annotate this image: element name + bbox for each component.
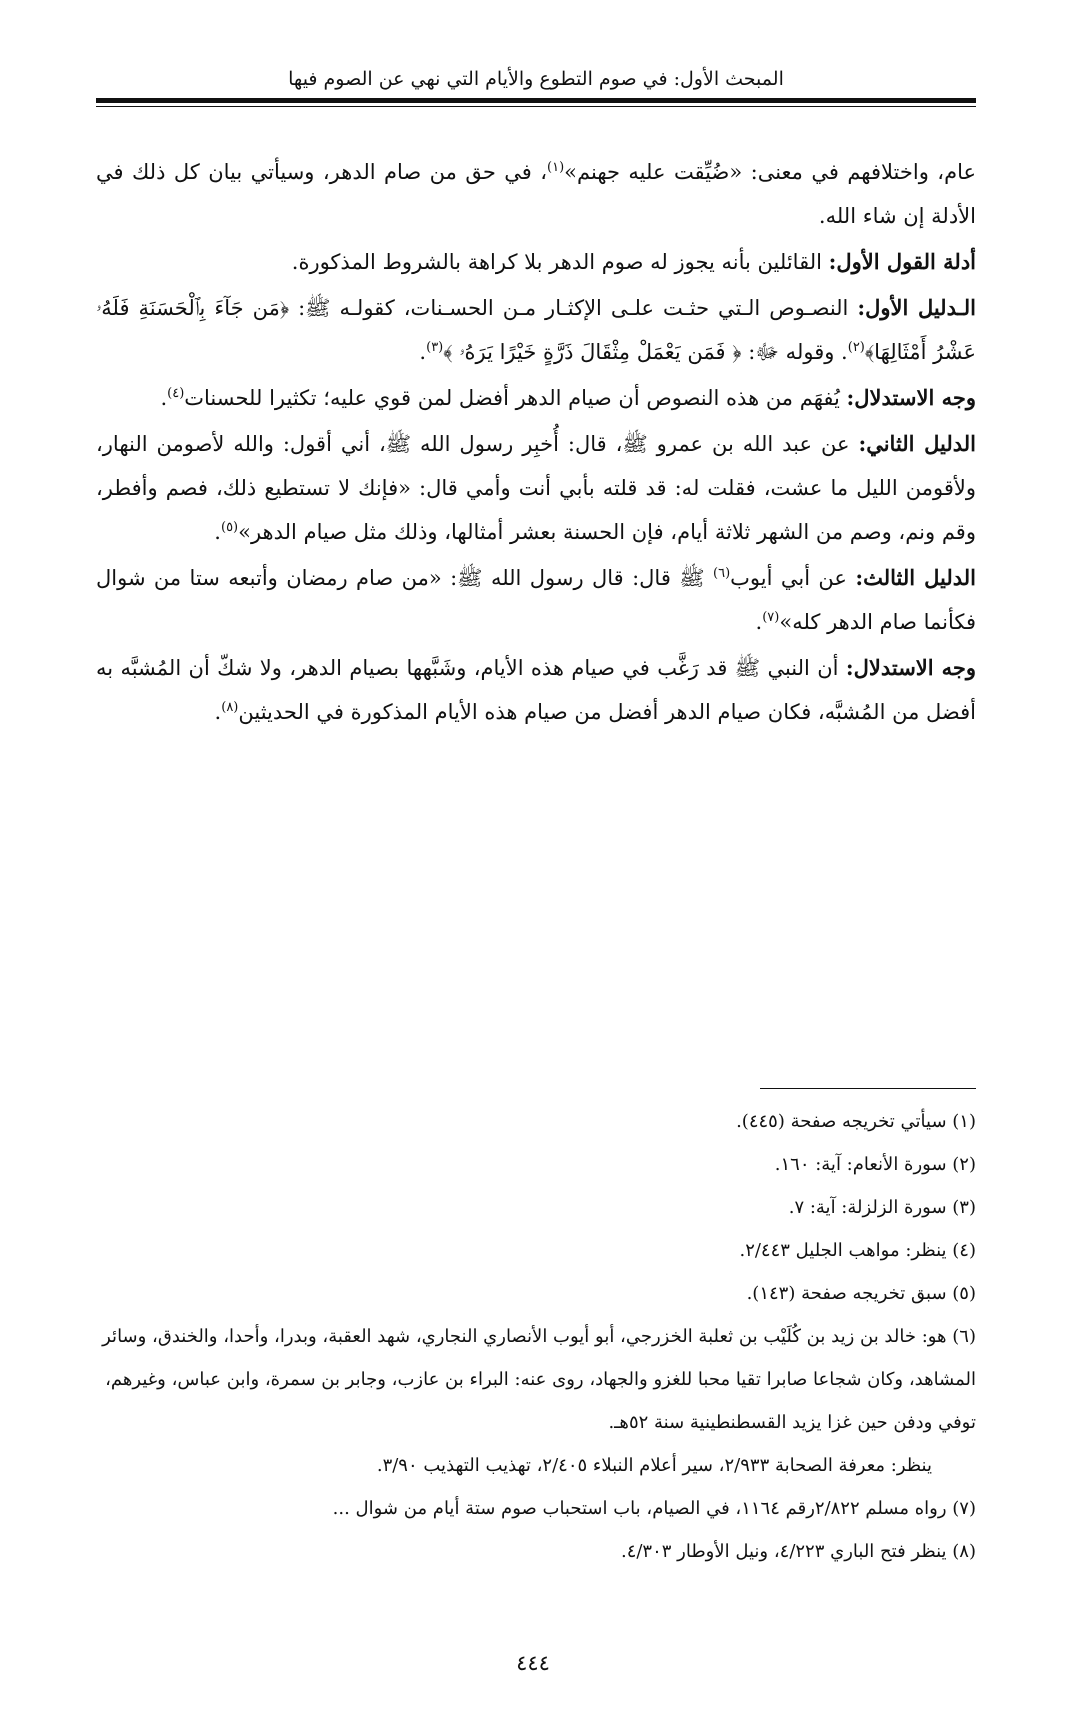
paragraph-3: الـدليل الأول: النصـوص الـتي حثـت علـى الإكثـار مـن الحسـنات، كقولـه ﷺ: ﴿مَن جَآءَ بِٱلْحَسَنَةِ فَلَهُۥ عَشْرُ أَمْثَالِهَا﴾$^{(٢)}$. وقوله ﷻ: ﴿ فَمَن يَعْمَلْ مِثْقَالَ ذَرَّةٍ خَيْرًا يَرَهُۥ ﴾$^{(٣)}$.: [96, 295, 976, 364]
footnote-3: (٣) سورة الزلزلة: آية: ٧.: [788, 1197, 976, 1218]
footnote-4: (٤) ينظر: مواهب الجليل ٢/٤٤٣.: [739, 1240, 976, 1261]
footnote-6: (٦) هو: خالد بن زيد بن كُلَيْب بن ثعلبة الخزرجي، أبو أيوب الأنصاري النجاري، شهد العقبة، وبدرا، وأحدا، والخندق، وسائر المشاهد، وكان شجاعا صابرا تقيا محبا للغزو والجهاد، روى عنه: البراء بن عازب، وجابر بن سمرة، وابن عباس، وغيرهم، توفي ودفن حين غزا يزيد القسطنطينية سنة ٥٢هـ.: [102, 1326, 976, 1433]
footnote-6-sources: ينظر: معرفة الصحابة ٢/٩٣٣، سير أعلام النبلاء ٢/٤٠٥، تهذيب التهذيب ٣/٩٠.: [376, 1455, 932, 1476]
header-rule-thick: [96, 98, 976, 103]
paragraph-5: الدليل الثاني: عن عبد الله بن عمرو ﷺ، قال: أُخبِر رسول الله ﷺ، أني أقول: والله لأصومن النهار، ولأقومن الليل ما عشت، فقلت له: قد قلته بأبي أنت وأمي قال: «فإنك لا تستطيع ذلك، فصم وأفطر، وقم ونم، وصم من الشهر ثلاثة أيام، فإن الحسنة بعشر أمثالها، وذلك مثل صيام الدهر»$^{(٥)}$.: [96, 431, 976, 544]
paragraph-2: أدلة القول الأول: القائلين بأنه يجوز له صوم الدهر بلا كراهة بالشروط المذكورة.: [291, 249, 976, 274]
paragraph-7: وجه الاستدلال: أن النبي ﷺ قد رَغَّب في صيام هذه الأيام، وشَبَّهها بصيام الدهر، ولا شكّ أن المُشبَّه به أفضل من المُشبَّه، فكان صيام الدهر أفضل من صيام هذه الأيام المذكورة في الحديثين$^{(٨)}$.: [96, 655, 976, 724]
section-label: أدلة القول الأول:: [828, 249, 976, 274]
footnote-7: (٧) رواه مسلم ٢/٨٢٢رقم ١١٦٤، في الصيام، باب استحباب صوم ستة أيام من شوال ...: [332, 1498, 976, 1519]
footnote-1: (١) سيأتي تخريجه صفحة (٤٤٥).: [736, 1111, 976, 1132]
footnote-ref-7[interactable]: (٧): [762, 610, 780, 625]
inference-label-2: وجه الاستدلال:: [845, 655, 976, 680]
footnote-ref-3[interactable]: (٣): [426, 340, 444, 355]
footnote-ref-4[interactable]: (٤): [167, 386, 185, 401]
paragraph-4: وجه الاستدلال: يُفهَم من هذه النصوص أن صيام الدهر أفضل لمن قوي عليه؛ تكثيرا للحسنات$^{(٤)}$.: [160, 385, 976, 410]
running-header: المبحث الأول: في صوم التطوع والأيام التي نهي عن الصوم فيها: [288, 68, 784, 90]
page-number: ٤٤٤: [516, 1651, 550, 1675]
header-rule-thin: [96, 106, 976, 107]
footnote-8: (٨) ينظر فتح الباري ٤/٢٢٣، ونيل الأوطار ٤/٣٠٣.: [620, 1541, 976, 1562]
footnote-2: (٢) سورة الأنعام: آية: ١٦٠.: [774, 1154, 976, 1175]
inference-label-1: وجه الاستدلال:: [846, 385, 976, 410]
footnotes: [96, 1100, 976, 1573]
evidence-label-2: الدليل الثاني:: [858, 431, 976, 456]
footnote-separator: [760, 1088, 976, 1089]
footnote-ref-5[interactable]: (٥): [220, 520, 239, 535]
paragraph-6: الدليل الثالث: عن أبي أيوب$^{(٦)}$ ﷺ قال: قال رسول الله ﷺ: «من صام رمضان وأتبعه ستا من شوال فكأنما صام الدهر كله»$^{(٧)}$.: [96, 565, 976, 634]
evidence-label-3: الدليل الثالث:: [855, 565, 976, 590]
body-text: [96, 150, 976, 736]
footnote-ref-8[interactable]: (٨): [221, 700, 239, 715]
evidence-label-1: الـدليل الأول:: [857, 295, 976, 320]
paragraph-1: عام، واختلافهم في معنى: «ضُيِّقت عليه جهنم»$^{(١)}$، في حق من صام الدهر، وسيأتي بيان كل ذلك في الأدلة إن شاء الله.: [96, 160, 976, 228]
footnote-ref-6[interactable]: (٦): [713, 566, 731, 581]
footnote-5: (٥) سبق تخريجه صفحة (١٤٣).: [746, 1283, 976, 1304]
footnote-ref-2[interactable]: (٢): [847, 340, 865, 355]
footnote-ref-1[interactable]: (١): [547, 160, 565, 175]
